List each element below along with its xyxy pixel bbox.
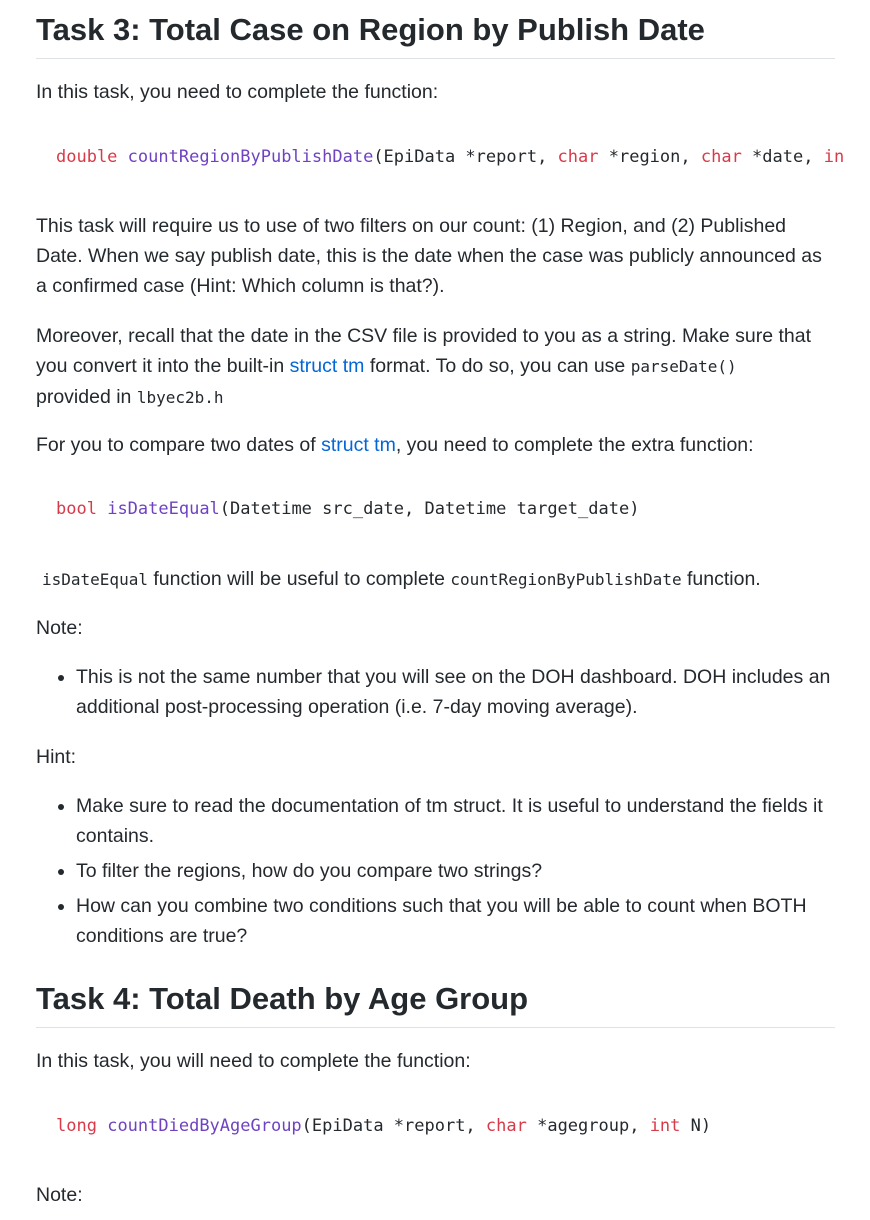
code-params: (EpiData *report,	[301, 1116, 486, 1136]
inline-code-header: lbyec2b.h	[136, 388, 224, 407]
function-name: countRegionByPublishDate	[127, 147, 374, 167]
list-item: • To filter the regions, how do you compare two strings?	[76, 856, 835, 886]
text: function will be useful to complete	[147, 568, 451, 590]
return-type: long	[56, 1116, 97, 1136]
text: , you need to complete the extra function:	[395, 434, 754, 456]
task3-notes-list	[36, 662, 835, 727]
task3-hint-label: Hint:	[36, 746, 77, 768]
text: function.	[681, 568, 761, 590]
list-item: • Make sure to read the documentation of tm struct. It is useful to understand the fields it contains.	[76, 791, 835, 851]
inline-code-countregion: countRegionByPublishDate	[450, 570, 682, 589]
code-keyword: char	[485, 1116, 527, 1136]
code-params: (EpiData *report,	[373, 147, 558, 167]
code-keyword: int	[649, 1116, 681, 1136]
return-type: double	[56, 147, 118, 167]
task3-paragraph-usage	[42, 564, 835, 595]
task3-code-signature	[36, 143, 845, 171]
task3-code-isdateequal	[36, 495, 835, 523]
text: provided in	[36, 386, 137, 408]
task3-hints-list	[36, 791, 835, 956]
task4-note-label: Note:	[36, 1184, 83, 1206]
code-params: (Datetime src_date, Datetime target_date)	[219, 499, 640, 519]
code-keyword: in	[823, 147, 845, 167]
list-item: • How can you combine two conditions such that you will be able to count when BOTH conditions are true?	[76, 891, 835, 951]
task4-intro: In this task, you will need to complete the function:	[36, 1050, 471, 1072]
code-params: N)	[680, 1116, 712, 1136]
task3-paragraph-date	[36, 321, 835, 413]
function-name: isDateEqual	[107, 499, 220, 519]
task4-code-signature	[36, 1112, 835, 1140]
task3-paragraph-filters: This task will require us to use of two filters on our count: (1) Region, and (2) Published Date. When we say publish date, this is the date when the case was publicly announced as a confirmed case (Hint: Which column is that?).	[36, 215, 822, 297]
function-name: countDiedByAgeGroup	[107, 1116, 302, 1136]
task3-heading: Task 3: Total Case on Region by Publish Date	[36, 10, 835, 59]
inline-code-parsedate: parseDate()	[630, 357, 737, 376]
code-params: *date,	[741, 147, 824, 167]
task4-heading: Task 4: Total Death by Age Group	[36, 979, 835, 1028]
struct-tm-link[interactable]: struct tm	[321, 434, 396, 456]
code-params: *agegroup,	[526, 1116, 650, 1136]
task3-paragraph-compare	[36, 430, 835, 460]
task3-note-label: Note:	[36, 617, 83, 639]
list-item: • This is not the same number that you will see on the DOH dashboard. DOH includes an additional post-processing operation (i.e. 7-day moving average).	[76, 662, 835, 722]
return-type: bool	[56, 499, 97, 519]
inline-code-isdateequal: isDateEqual	[42, 570, 148, 589]
text: format. To do so, you can use	[364, 355, 631, 377]
struct-tm-link[interactable]: struct tm	[289, 355, 365, 377]
code-params: *region,	[598, 147, 701, 167]
text: For you to compare two dates of	[36, 434, 322, 456]
code-keyword: char	[700, 147, 742, 167]
code-keyword: char	[557, 147, 599, 167]
text: Moreover, recall that the date in the CSV file is provided to you as a string. Make sure that you convert it into the built-in	[36, 325, 811, 377]
task3-intro: In this task, you need to complete the function:	[36, 81, 439, 103]
